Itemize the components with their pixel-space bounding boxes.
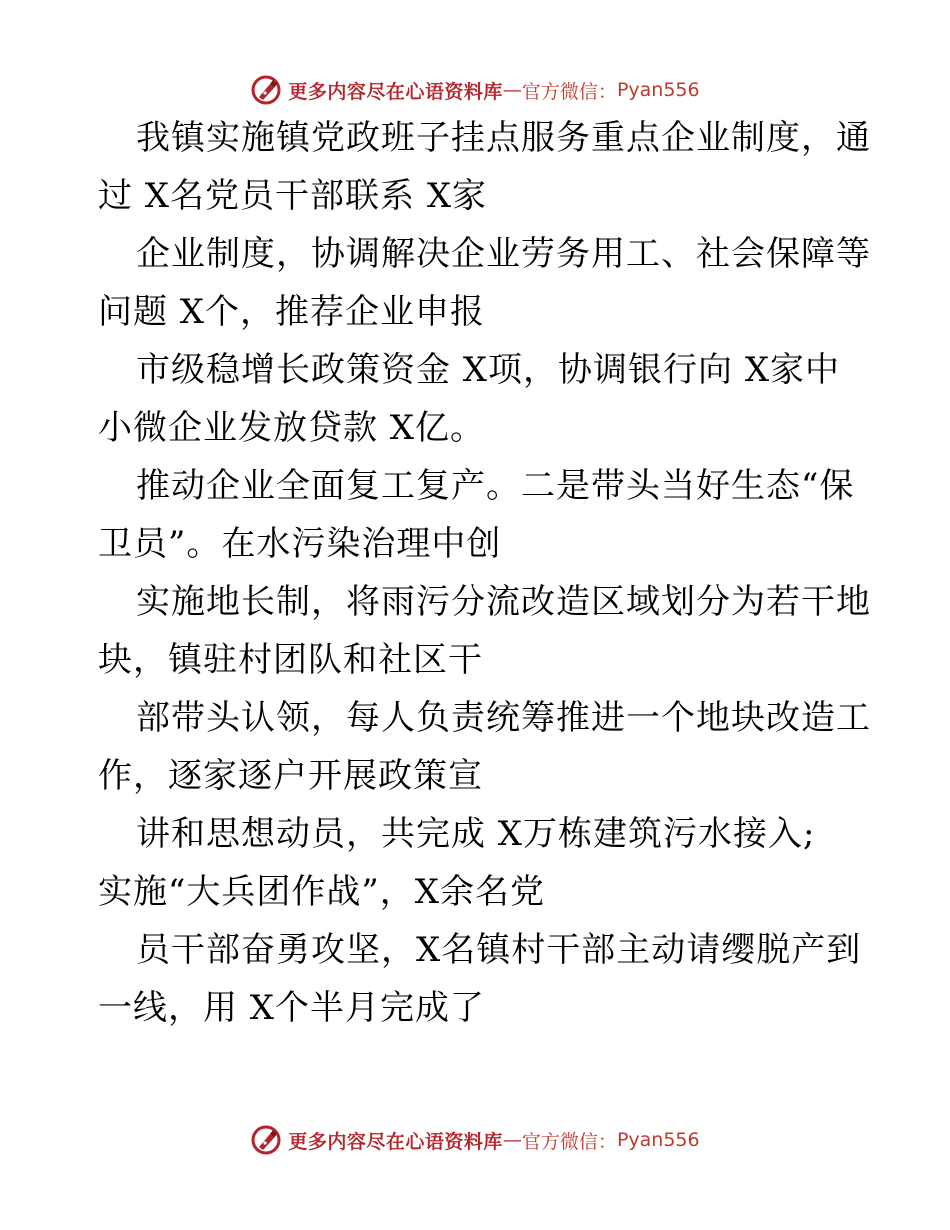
footer-dash: —: [502, 1129, 522, 1151]
body-line: 卫员”。在水污染治理中创: [98, 524, 502, 564]
body-line: 市级稳增长政策资金 X项，协调银行向 X家中: [136, 350, 841, 390]
body-line: 员干部奋勇攻坚，X名镇村干部主动请缨脱产到: [136, 930, 862, 970]
body-line: 作，逐家逐户开展政策宣: [98, 756, 483, 796]
body-line: 我镇实施镇党政班子挂点服务重点企业制度，通: [136, 118, 871, 158]
body-line: 企业制度，协调解决企业劳务用工、社会保障等: [136, 234, 871, 274]
body-line: 讲和思想动员，共完成 X万栋建筑污水接入;: [136, 814, 816, 854]
body-line: 块，镇驻村团队和社区干: [98, 640, 483, 680]
body-line: 实施“大兵团作战”，X余名党: [98, 872, 545, 912]
body-line: 问题 X个，推荐企业申报: [98, 292, 486, 332]
header-wechat-id: Pyan556: [616, 79, 700, 101]
body-line: 一线，用 X个半月完成了: [98, 988, 486, 1028]
body-line: 小微企业发放贷款 X亿。: [98, 408, 486, 448]
pen-nib-logo-icon: [250, 1124, 282, 1156]
footer-banner: [0, 1120, 950, 1160]
pen-nib-logo-icon: [250, 74, 282, 106]
body-line: 过 X名党员干部联系 X家: [98, 176, 488, 216]
header-dash: —: [502, 79, 522, 101]
header-wechat-label: 官方微信：: [521, 80, 617, 103]
body-line: 推动企业全面复工复产。二是带头当好生态“保: [136, 466, 855, 506]
body-line: 实施地长制，将雨污分流改造区域划分为若干地: [136, 582, 871, 622]
body-line: 部带头认领，每人负责统筹推进一个地块改造工: [136, 698, 871, 738]
footer-title: 更多内容尽在心语资料库: [288, 1130, 503, 1153]
footer-wechat-id: Pyan556: [616, 1129, 700, 1151]
header-banner: [0, 70, 950, 110]
footer-wechat-label: 官方微信：: [521, 1130, 617, 1153]
header-title: 更多内容尽在心语资料库: [288, 80, 503, 103]
